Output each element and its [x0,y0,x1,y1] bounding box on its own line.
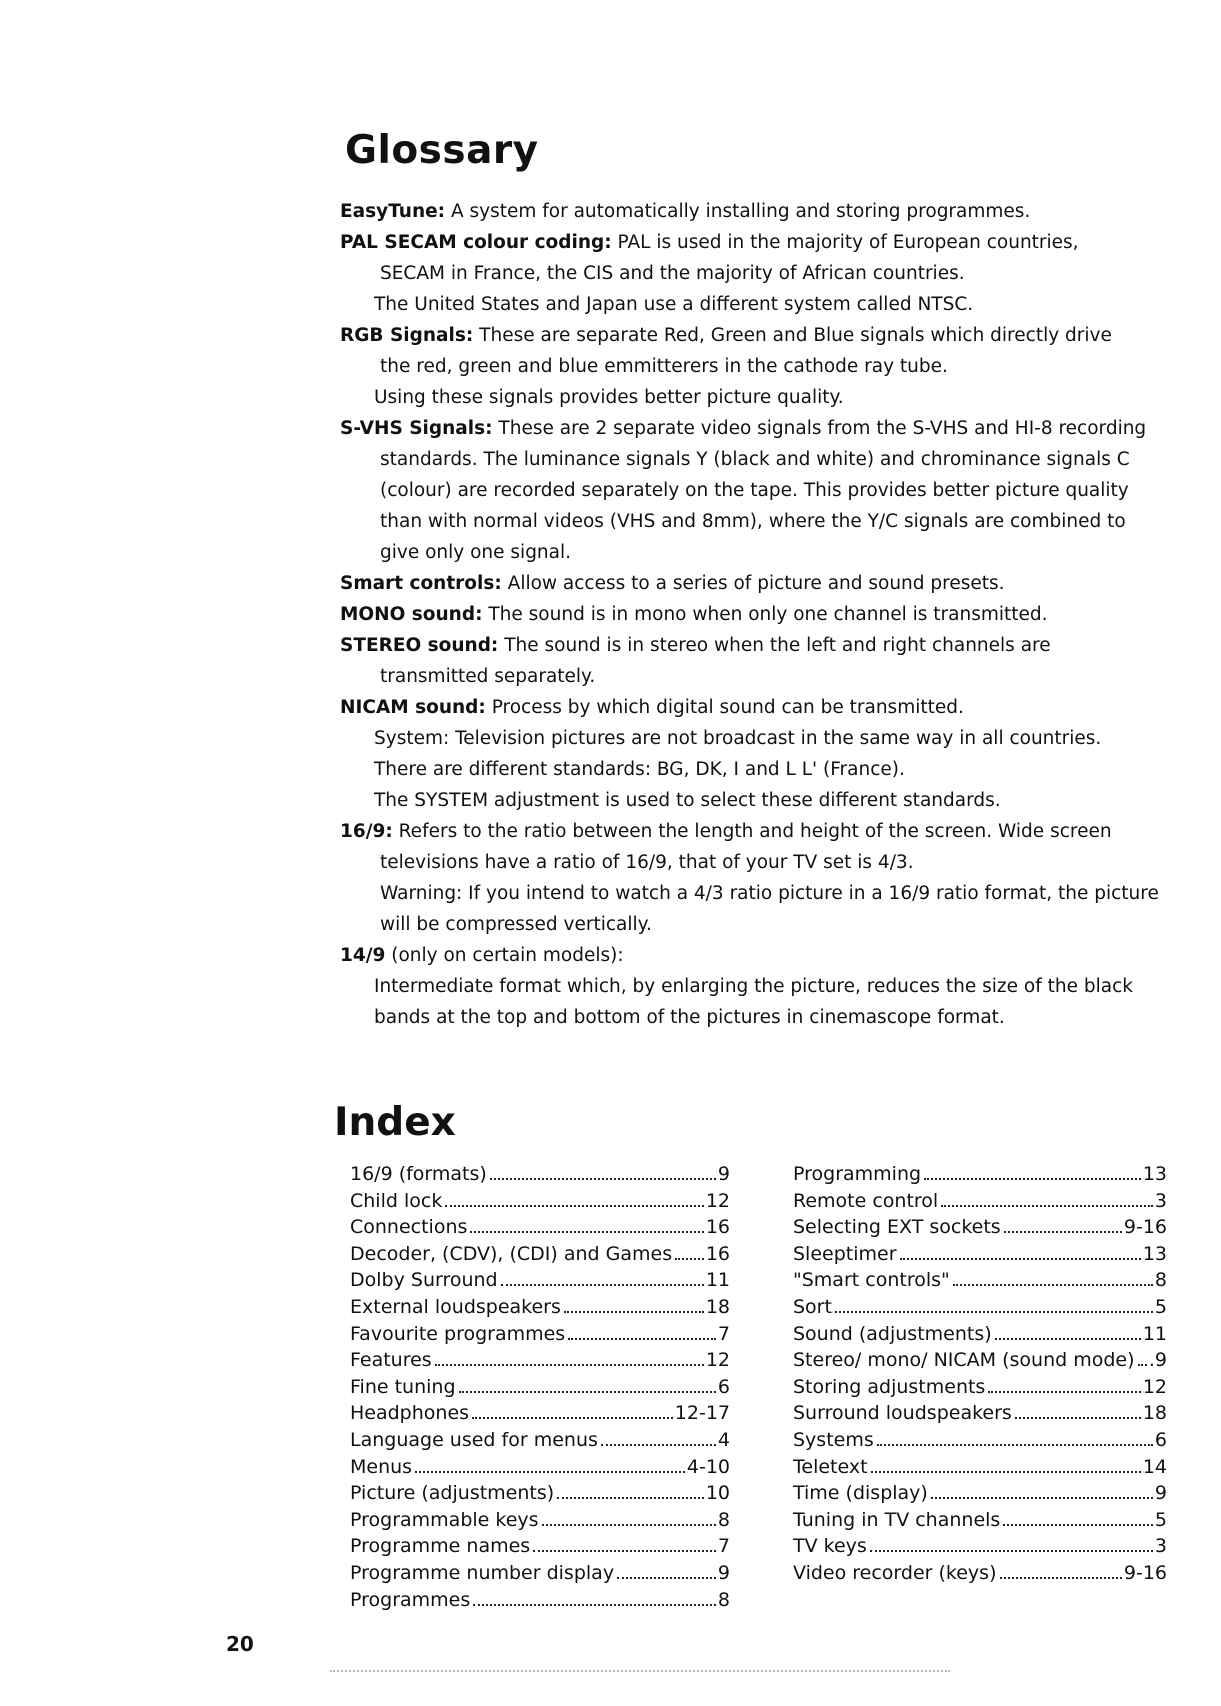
glossary-entry [340,568,1180,599]
dot-leader [900,1258,1141,1260]
index-entry-page: 12 [705,1349,730,1372]
index-entry [350,1161,730,1188]
index-entry-page: 9 [717,1163,730,1185]
glossary-definition: The sound is in stereo when the left and right channels are [498,635,1051,656]
glossary-note-line: Using these signals provides better picture quality. [374,387,844,408]
dot-leader [415,1471,685,1473]
index-entry-label: Fine tuning [350,1375,456,1398]
dot-leader [953,1284,1153,1286]
glossary-entry-line [340,692,1180,723]
index-entry-page: 8 [1154,1269,1167,1292]
scan-artifact [330,1668,950,1672]
glossary-definition: A system for automatically installing and storing programmes. [445,201,1031,222]
glossary-note-line: bands at the top and bottom of the pictures in cinemascope format. [374,1007,1005,1028]
index-entry-page: 12 [1142,1375,1167,1398]
glossary-definition-line: give only one signal. [380,542,572,563]
glossary-term: PAL SECAM colour coding: [340,232,612,253]
index-column-left [350,1161,730,1613]
index-entry-page: 9-16 [1123,1216,1167,1239]
dot-leader [617,1577,716,1579]
index-entry [793,1507,1167,1534]
index-entry-label: Child lock [350,1189,443,1212]
glossary-definition: The sound is in mono when only one channel is transmitted. [482,604,1048,625]
index-entry-label: Teletext [793,1455,868,1478]
index-entry-label: Favourite programmes [350,1322,566,1345]
glossary-definition-line: (colour) are recorded separately on the tape. This provides better picture quality [380,480,1129,501]
index-entry-page: 16 [705,1216,730,1239]
index-entry-page: 12-17 [674,1402,730,1425]
index-heading: Index [334,1100,456,1145]
index-entry-page: .9 [1148,1349,1167,1372]
index-entry-label: Sort [793,1295,832,1318]
glossary-definition-line: the red, green and blue emmitterers in the cathode ray tube. [380,356,948,377]
dot-leader [675,1258,704,1260]
index-entry [350,1267,730,1294]
index-entry-label: Picture (adjustments) [350,1482,555,1505]
index-entry-page: 7 [717,1535,730,1558]
index-entry [350,1507,730,1534]
index-entry [350,1374,730,1401]
index-entry-label: Selecting EXT sockets [793,1216,1001,1239]
index-entry [793,1241,1167,1268]
index-entry-label: External loudspeakers [350,1295,561,1318]
dot-leader [870,1550,1153,1552]
index-entry-label: Time (display) [793,1482,928,1505]
index-entry [350,1294,730,1321]
index-entry-page: 4-10 [686,1455,730,1478]
index-entry-label: Features [350,1349,432,1372]
index-entry [793,1374,1167,1401]
dot-leader [1138,1364,1147,1366]
dot-leader [1003,1524,1153,1526]
index-entry-label: TV keys [793,1535,867,1558]
index-entry-page: 11 [1142,1322,1167,1345]
glossary-entry [340,692,1180,816]
dot-leader [941,1205,1153,1207]
index-entry [350,1427,730,1454]
index-entry-page: 16 [705,1242,730,1265]
index-entry-page: 10 [705,1482,730,1505]
dot-leader [435,1364,704,1366]
index-entry-label: Programme number display [350,1561,615,1584]
glossary-entry-line [340,630,1180,661]
glossary-definition: Process by which digital sound can be transmitted. [485,697,964,718]
index-entry-label: Language used for menus [350,1428,598,1451]
index-entry [350,1347,730,1374]
index-entry-page: 11 [705,1269,730,1292]
glossary-entry-line [340,320,1180,351]
dot-leader [1000,1577,1122,1579]
index-entry-page: 18 [1142,1402,1167,1425]
glossary-entry [340,630,1180,692]
index-entry [793,1533,1167,1560]
index-entry-label: Sound (adjustments) [793,1322,992,1345]
index-entry [793,1347,1167,1374]
glossary-term: S-VHS Signals: [340,418,493,439]
glossary-definition-line: SECAM in France, the CIS and the majority of African countries. [380,263,965,284]
index-entry-label: Sleeptimer [793,1242,897,1265]
glossary-definition: Refers to the ratio between the length and height of the screen. Wide screen [392,821,1112,842]
index-entry-label: Systems [793,1428,874,1451]
index-entry-page: 18 [705,1295,730,1318]
dot-leader [472,1417,673,1419]
index-entry-label: Surround loudspeakers [793,1402,1012,1425]
glossary-list [340,196,1180,1033]
index-entry-label: Stereo/ mono/ NICAM (sound mode) [793,1349,1135,1372]
index-entry-page: 6 [717,1375,730,1398]
index-entry-page: 6 [1154,1428,1167,1451]
index-entry [350,1587,730,1614]
glossary-note-line: System: Television pictures are not broadcast in the same way in all countries. [374,728,1102,749]
dot-leader [473,1604,716,1606]
index-entry-page: 3 [1154,1535,1167,1558]
glossary-heading: Glossary [345,128,539,173]
index-entry-label: Programming [793,1163,922,1185]
glossary-entry [340,599,1180,630]
glossary-definition: PAL is used in the majority of European countries, [611,232,1079,253]
index-entry-page: 5 [1154,1295,1167,1318]
index-entry [793,1294,1167,1321]
glossary-definition: Allow access to a series of picture and sound presets. [501,573,1005,594]
index-entry [793,1427,1167,1454]
glossary-term: STEREO sound: [340,635,499,656]
index-entry [350,1533,730,1560]
dot-leader [924,1178,1141,1180]
dot-leader [533,1550,716,1552]
glossary-definition-line: transmitted separately. [380,666,596,687]
glossary-entry-line [340,227,1180,258]
index-entry [793,1400,1167,1427]
index-entry-label: Decoder, (CDV), (CDI) and Games [350,1242,673,1265]
glossary-definition-line: televisions have a ratio of 16/9, that of your TV set is 4/3. [380,852,914,873]
index-entry-label: Video recorder (keys) [793,1561,997,1584]
dot-leader [564,1311,704,1313]
index-entry [793,1161,1167,1188]
dot-leader [459,1391,716,1393]
index-entry [350,1480,730,1507]
glossary-term: RGB Signals: [340,325,474,346]
glossary-definition-line: than with normal videos (VHS and 8mm), where the Y/C signals are combined to [380,511,1126,532]
index-entry-page: 7 [717,1322,730,1345]
index-entry [350,1241,730,1268]
glossary-term: NICAM sound: [340,697,486,718]
glossary-term: 16/9: [340,821,393,842]
glossary-entry-line [340,568,1180,599]
glossary-entry-line [340,599,1180,630]
dot-leader [1004,1231,1122,1233]
index-entry-page: 9 [717,1561,730,1584]
index-entry [793,1560,1167,1587]
glossary-definition: These are separate Red, Green and Blue signals which directly drive [473,325,1112,346]
index-entry [350,1188,730,1215]
glossary-entry [340,196,1180,227]
index-entry-page: 13 [1142,1242,1167,1265]
dot-leader [931,1497,1153,1499]
glossary-definition: These are 2 separate video signals from the S-VHS and HI-8 recording [492,418,1147,439]
glossary-entry [340,816,1180,940]
glossary-note-line: The SYSTEM adjustment is used to select these different standards. [374,790,1001,811]
glossary-term: Smart controls: [340,573,502,594]
index-entry-page: 3 [1154,1189,1167,1212]
glossary-note-line: Intermediate format which, by enlarging the picture, reduces the size of the black [374,976,1133,997]
dot-leader [877,1444,1153,1446]
dot-leader [995,1338,1141,1340]
index-entry [793,1321,1167,1348]
dot-leader [835,1311,1153,1313]
index-entry-page: 9-16 [1123,1561,1167,1584]
index-entry [793,1480,1167,1507]
glossary-definition: (only on certain models): [385,945,624,966]
index-entry-label: Remote control [793,1189,939,1212]
index-entry-page: 14 [1142,1455,1167,1478]
glossary-term: EasyTune: [340,201,446,222]
index-entry [793,1214,1167,1241]
glossary-entry [340,413,1180,568]
dot-leader [601,1444,716,1446]
index-entry [350,1454,730,1481]
glossary-term: MONO sound: [340,604,483,625]
glossary-entry-line [340,940,1180,971]
index-entry-label: Programme names [350,1535,531,1558]
dot-leader [470,1231,703,1233]
index-entry-page: 8 [717,1588,730,1611]
glossary-definition-line: standards. The luminance signals Y (black and white) and chrominance signals C [380,449,1130,470]
index-entry-page: 12 [705,1189,730,1212]
index-entry [350,1214,730,1241]
index-entry [350,1560,730,1587]
page-number: 20 [226,1632,254,1656]
glossary-entry-line [340,196,1180,227]
index-entry [793,1188,1167,1215]
dot-leader [542,1524,716,1526]
glossary-entry-line [340,816,1180,847]
dot-leader [490,1178,716,1180]
glossary-entry [340,320,1180,413]
dot-leader [988,1391,1140,1393]
index-entry-page: 5 [1154,1508,1167,1531]
glossary-term: 14/9 [340,945,386,966]
glossary-entry [340,940,1180,1033]
glossary-note-line: There are different standards: BG, DK, I and L L' (France). [374,759,905,780]
index-entry-label: "Smart controls" [793,1269,950,1292]
glossary-definition-line: will be compressed vertically. [380,914,652,935]
index-entry-label: Storing adjustments [793,1375,986,1398]
index-entry-label: 16/9 (formats) [350,1163,487,1185]
index-entry-label: Menus [350,1455,413,1478]
index-entry [350,1400,730,1427]
dot-leader [1015,1417,1141,1419]
dot-leader [557,1497,704,1499]
index-entry-label: Programmes [350,1588,471,1611]
dot-leader [501,1284,704,1286]
glossary-note-line: The United States and Japan use a different system called NTSC. [374,294,974,315]
index-entry [793,1454,1167,1481]
glossary-entry-line [340,413,1180,444]
index-entry-page: 8 [717,1508,730,1531]
dot-leader [445,1205,703,1207]
index-entry-label: Programmable keys [350,1508,539,1531]
index-entry-page: 9 [1154,1482,1167,1505]
dot-leader [871,1471,1141,1473]
index-column-right [793,1161,1167,1587]
glossary-definition-line: Warning: If you intend to watch a 4/3 ratio picture in a 16/9 ratio format, the picture [380,883,1159,904]
index-entry-page: 13 [1142,1163,1167,1185]
glossary-entry [340,227,1180,320]
index-entry-label: Dolby Surround [350,1269,498,1292]
index-entry-page: 4 [717,1428,730,1451]
index-entry [793,1267,1167,1294]
index-entry [350,1321,730,1348]
index-entry-label: Tuning in TV channels [793,1508,1001,1531]
index-entry-label: Connections [350,1216,468,1239]
index-entry-label: Headphones [350,1402,470,1425]
dot-leader [568,1338,716,1340]
